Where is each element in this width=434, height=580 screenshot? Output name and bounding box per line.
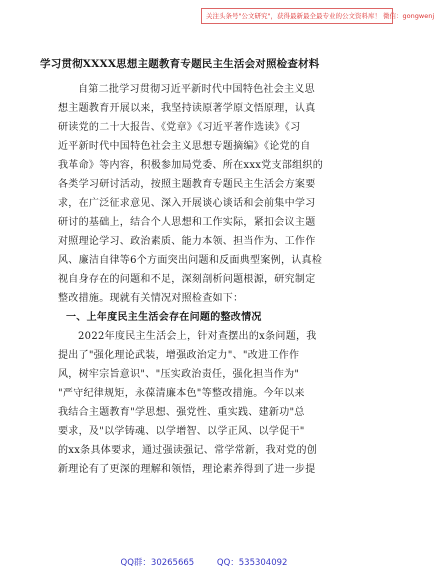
paragraph-line: 我结合主题教育"学思想、强党性、重实践、建新功"总 <box>58 407 305 418</box>
paragraph-line: 提出了"强化理论武装，增强政治定力"、"改进工作作 <box>58 350 300 361</box>
document-title: 学习贯彻XXXX思想主题教育专题民主生活会对照检查材料 <box>40 58 320 70</box>
paragraph-line: 的xx条具体要求，通过强读强记、常学常新，我对党的创 <box>58 445 318 456</box>
footer-qq-group: QQ群：30265665 <box>120 558 195 568</box>
paragraph-line: 各类学习研讨活动，按照主题教育专题民主生活会方案要 <box>58 179 316 190</box>
paragraph-line: 研读党的二十大报告、《党章》《习近平著作选读》《习 <box>58 122 301 133</box>
paragraph-line: 我革命》等内容，积极参加局党委、所在xxx党支部组织的 <box>58 160 324 171</box>
section-heading: 一、上年度民主生活会存在问题的整改情况 <box>66 312 262 323</box>
paragraph-line: 风、廉洁自律等6个方面突出问题和反面典型案例，认真检 <box>58 255 323 266</box>
paragraph-line: 风，树牢宗旨意识"、"压实政治责任，强化担当作为" <box>58 369 300 380</box>
paragraph-line: 近平新时代中国特色社会主义思想专题摘编》《论党的自 <box>58 141 311 152</box>
paragraph-line: 视自身存在的问题和不足，深刻剖析问题根源，研究制定 <box>58 274 316 285</box>
paragraph-line: 想主题教育开展以来，我坚持读原著学原文悟原理，认真 <box>58 103 316 114</box>
promo-banner: 关注头条号"公文研究"，获得最新最全最专业的公文资料库！ 微信：gongwenj <box>201 8 393 24</box>
paragraph-line: 要求，及"以学铸魂、以学增智、以学正风、以学促干" <box>58 426 305 437</box>
paragraph-line: 求，在广泛征求意见、深入开展谈心谈话和会前集中学习 <box>58 198 316 209</box>
document-body <box>58 80 358 479</box>
footer-qq: QQ：535304092 <box>216 558 288 568</box>
paragraph-line: 自第二批学习贯彻习近平新时代中国特色社会主义思 <box>78 84 315 95</box>
paragraph-line: "严守纪律规矩，永葆清廉本色"等整改措施。今年以来 <box>58 388 305 399</box>
paragraph-line: 2022年度民主生活会上，针对查摆出的x条问题，我 <box>78 331 317 342</box>
footer-contact <box>0 556 408 568</box>
paragraph-line: 对照理论学习、政治素质、能力本领、担当作为、工作作 <box>58 236 316 247</box>
paragraph-line: 整改措施。现就有关情况对照检查如下： <box>58 293 244 304</box>
paragraph-line: 新理论有了更深的理解和领悟，理论素养得到了进一步提 <box>58 464 316 475</box>
paragraph-line: 研讨的基础上，结合个人思想和工作实际，紧扣会议主题 <box>58 217 316 228</box>
